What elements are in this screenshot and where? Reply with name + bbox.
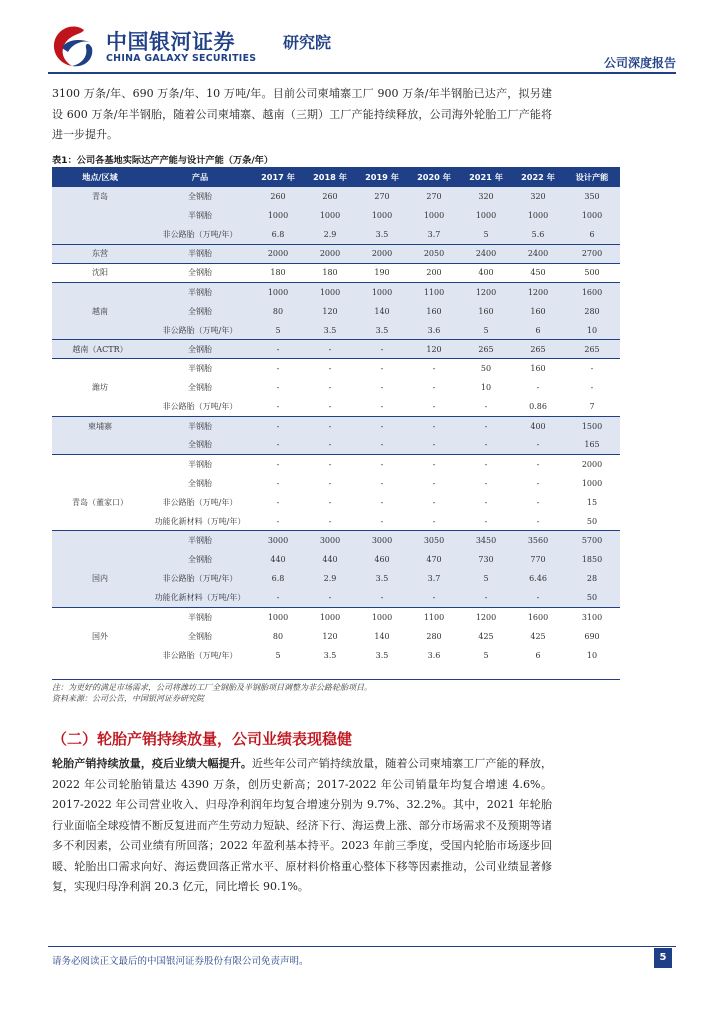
product-cell: 全钢胎 <box>148 435 252 454</box>
value-cell: - <box>356 435 408 454</box>
region-cell <box>52 550 148 569</box>
value-cell: 1200 <box>512 283 564 302</box>
region-cell <box>52 455 148 474</box>
table-row <box>52 397 620 416</box>
table-row <box>52 359 620 378</box>
value-cell: 425 <box>530 631 546 641</box>
value-cell: 3.6 <box>408 321 460 340</box>
value-cell: 1000 <box>252 206 304 225</box>
region-cell: 国外 <box>92 631 108 641</box>
value-cell: 1600 <box>564 283 620 302</box>
region-cell <box>52 225 148 244</box>
product-cell: 半钢胎 <box>188 364 212 374</box>
value-cell: 3000 <box>356 531 408 550</box>
product-cell: 非公路胎（万吨/年） <box>162 497 238 507</box>
value-cell: 1200 <box>460 283 512 302</box>
value-cell: 770 <box>512 550 564 569</box>
col-header: 2022 年 <box>512 167 564 187</box>
capacity-table <box>52 167 620 665</box>
value-cell: 1000 <box>356 283 408 302</box>
value-cell: - <box>432 497 436 507</box>
product-cell: 全钢胎 <box>148 550 252 569</box>
product-cell: 半钢胎 <box>148 416 252 435</box>
table-row <box>52 646 620 665</box>
value-cell: 440 <box>252 550 304 569</box>
value-cell: 320 <box>512 187 564 206</box>
table-header-row <box>52 167 620 187</box>
section-paragraph <box>52 754 552 898</box>
value-cell: - <box>304 416 356 435</box>
product-cell: 功能化新材料（万吨/年） <box>148 512 252 531</box>
value-cell: - <box>356 588 408 607</box>
value-cell: 120 <box>322 631 338 641</box>
region-cell <box>52 512 148 531</box>
table-row <box>52 607 620 626</box>
table-row <box>52 474 620 493</box>
value-cell: 6 <box>512 321 564 340</box>
value-cell: 3.5 <box>323 650 337 660</box>
value-cell: 5 <box>460 321 512 340</box>
value-cell: - <box>328 364 332 374</box>
value-cell: 2000 <box>304 244 356 263</box>
value-cell: - <box>252 340 304 359</box>
col-header: 地点/区域 <box>52 167 148 187</box>
value-cell: - <box>460 512 512 531</box>
value-cell: 15 <box>586 497 598 507</box>
value-cell: 1000 <box>356 206 408 225</box>
table-row <box>52 283 620 302</box>
region-cell <box>52 607 148 626</box>
value-cell: - <box>536 459 540 469</box>
value-cell: 260 <box>304 187 356 206</box>
value-cell: - <box>304 588 356 607</box>
value-cell: - <box>304 512 356 531</box>
value-cell: 470 <box>408 550 460 569</box>
value-cell: 260 <box>252 187 304 206</box>
value-cell: - <box>484 478 488 488</box>
product-cell: 非公路胎（万吨/年） <box>148 397 252 416</box>
value-cell: 1000 <box>564 206 620 225</box>
value-cell: 5 <box>252 321 304 340</box>
value-cell: - <box>460 588 512 607</box>
value-cell: 450 <box>512 263 564 282</box>
value-cell: 460 <box>356 550 408 569</box>
value-cell: - <box>590 364 594 374</box>
value-cell: - <box>276 478 280 488</box>
value-cell: - <box>304 340 356 359</box>
value-cell: 1000 <box>252 283 304 302</box>
table-title: 表1：公司各基地实际达产产能与设计产能（万条/年） <box>52 155 274 166</box>
value-cell: 425 <box>478 631 494 641</box>
value-cell: 5 <box>275 650 281 660</box>
value-cell: 2050 <box>408 244 460 263</box>
table-row <box>52 187 620 206</box>
value-cell: - <box>432 383 436 393</box>
value-cell: - <box>252 397 304 416</box>
value-cell: 1000 <box>408 206 460 225</box>
value-cell: 28 <box>564 569 620 588</box>
product-cell: 非公路胎（万吨/年） <box>162 650 238 660</box>
region-cell <box>52 646 148 665</box>
value-cell: - <box>484 497 488 507</box>
value-cell: 190 <box>356 263 408 282</box>
value-cell: - <box>512 435 564 454</box>
value-cell: 160 <box>530 364 546 374</box>
intro-paragraph: 3100 万条/年、690 万条/年、10 万吨/年。目前公司柬埔寨工厂 900 万条/年半钢胎已达产，拟另建设 600 万条/年半钢胎，随着公司柬埔寨、越南（三期）工厂产能持续释放，公司海外轮胎工厂产能将进一步提升。 <box>52 87 552 141</box>
value-cell: 6.8 <box>252 225 304 244</box>
value-cell: 5700 <box>564 531 620 550</box>
value-cell: 1600 <box>527 612 549 622</box>
value-cell: - <box>590 383 594 393</box>
table-row <box>52 263 620 282</box>
value-cell: 165 <box>564 435 620 454</box>
value-cell: 200 <box>408 263 460 282</box>
value-cell: - <box>328 497 332 507</box>
table-bottom-rule <box>52 679 620 680</box>
region-cell: 国内 <box>52 569 148 588</box>
value-cell: 0.86 <box>512 397 564 416</box>
value-cell: 7 <box>564 397 620 416</box>
value-cell: - <box>380 478 384 488</box>
product-cell: 半钢胎 <box>148 244 252 263</box>
table-row <box>52 550 620 569</box>
region-cell: 东营 <box>52 244 148 263</box>
value-cell: - <box>460 416 512 435</box>
product-cell: 半钢胎 <box>148 531 252 550</box>
table-row <box>52 627 620 646</box>
value-cell: 1000 <box>371 612 393 622</box>
value-cell: - <box>252 435 304 454</box>
value-cell: 3.5 <box>356 321 408 340</box>
value-cell: 3.5 <box>356 569 408 588</box>
value-cell: - <box>460 435 512 454</box>
value-cell: 270 <box>356 187 408 206</box>
value-cell: 2.9 <box>304 569 356 588</box>
value-cell: - <box>432 478 436 488</box>
value-cell: 3560 <box>512 531 564 550</box>
value-cell: 5 <box>460 569 512 588</box>
value-cell: - <box>276 459 280 469</box>
section-lead: 轮胎产销持续放量，疫后业绩大幅提升。 <box>52 757 253 770</box>
value-cell: 3.6 <box>427 650 441 660</box>
table-row <box>52 569 620 588</box>
value-cell: 80 <box>272 631 284 641</box>
value-cell: 3000 <box>252 531 304 550</box>
value-cell: - <box>460 397 512 416</box>
table-row <box>52 416 620 435</box>
value-cell: 6 <box>535 650 541 660</box>
product-cell: 全钢胎 <box>188 383 212 393</box>
col-header: 2019 年 <box>356 167 408 187</box>
value-cell: - <box>356 397 408 416</box>
table-source: 资料来源：公司公告，中国银河证券研究院 <box>52 694 204 703</box>
value-cell: - <box>304 435 356 454</box>
value-cell: 1000 <box>319 612 341 622</box>
value-cell: - <box>536 497 540 507</box>
value-cell: - <box>512 512 564 531</box>
value-cell: 1000 <box>304 206 356 225</box>
value-cell: - <box>408 416 460 435</box>
value-cell: - <box>252 588 304 607</box>
value-cell: - <box>380 497 384 507</box>
table-row <box>52 512 620 531</box>
value-cell: 3050 <box>408 531 460 550</box>
value-cell: - <box>252 512 304 531</box>
col-header: 设计产能 <box>564 167 620 187</box>
product-cell: 全钢胎 <box>148 187 252 206</box>
product-cell: 全钢胎 <box>148 340 252 359</box>
value-cell: 1850 <box>564 550 620 569</box>
value-cell: 5 <box>460 225 512 244</box>
region-cell <box>52 359 148 378</box>
value-cell: 1100 <box>408 283 460 302</box>
section-heading: （二）轮胎产销持续放量，公司业绩表现稳健 <box>52 730 353 748</box>
value-cell: - <box>276 364 280 374</box>
region-cell <box>52 435 148 454</box>
section-body: 近些年公司产销持续放量，随着公司柬埔寨工厂产能的释放，2022 年公司轮胎销量达 4390 万条，创历史新高；2017-2022 年公司销量年均复合增速 4.6%。2017-2022 年公司营业收入、归母净利润年均复合增速分别为 9.7%、32.2%。其中，2021 年轮胎行业面临全球疫情不断反复进而产生劳动力短缺、经济下行、海运费上涨、部分市场需求不及预期等诸多不利因素，公司业绩有所回落；2022 年盈利基本持平。2023 年前三季度，受国内轮胎市场逐步回暖、轮胎出口需求向好、海运费回落正常水平、原材料价格重心整体下移等因素推动，公司业绩显著修复，实现归母净利润 20.3 亿元，同比增长 90.1%。 <box>52 757 552 893</box>
table-row <box>52 378 620 397</box>
value-cell: - <box>380 383 384 393</box>
value-cell: 3.7 <box>408 569 460 588</box>
value-cell: - <box>432 459 436 469</box>
value-cell: 690 <box>584 631 600 641</box>
table-row <box>52 206 620 225</box>
value-cell: 2000 <box>252 244 304 263</box>
value-cell: - <box>484 459 488 469</box>
value-cell: 1000 <box>304 283 356 302</box>
value-cell: 160 <box>512 302 564 321</box>
value-cell: 280 <box>426 631 442 641</box>
value-cell: 3.5 <box>304 321 356 340</box>
footer-divider <box>48 946 676 947</box>
value-cell: - <box>536 478 540 488</box>
region-cell <box>52 397 148 416</box>
value-cell: 5.6 <box>512 225 564 244</box>
region-cell: 沈阳 <box>52 263 148 282</box>
region-cell <box>52 474 148 493</box>
value-cell: 160 <box>408 302 460 321</box>
value-cell: 50 <box>564 512 620 531</box>
value-cell: 5 <box>483 650 489 660</box>
value-cell: 3.5 <box>375 650 389 660</box>
region-cell: 柬埔寨 <box>52 416 148 435</box>
value-cell: 400 <box>460 263 512 282</box>
value-cell: 10 <box>480 383 492 393</box>
value-cell: 10 <box>564 321 620 340</box>
region-cell <box>52 321 148 340</box>
value-cell: - <box>328 478 332 488</box>
value-cell: 440 <box>304 550 356 569</box>
value-cell: - <box>408 588 460 607</box>
region-cell <box>52 588 148 607</box>
logo-english-name: CHINA GALAXY SECURITIES <box>106 53 257 64</box>
value-cell: 1000 <box>512 206 564 225</box>
value-cell: 270 <box>408 187 460 206</box>
value-cell: 160 <box>460 302 512 321</box>
value-cell: 265 <box>512 340 564 359</box>
value-cell: 180 <box>252 263 304 282</box>
report-type: 公司深度报告 <box>603 56 676 70</box>
value-cell: - <box>380 364 384 374</box>
value-cell: 1000 <box>267 612 289 622</box>
region-cell: 越南（ACTR） <box>52 340 148 359</box>
product-cell: 非公路胎（万吨/年） <box>148 321 252 340</box>
value-cell: 180 <box>304 263 356 282</box>
value-cell: - <box>252 416 304 435</box>
value-cell: 1200 <box>475 612 497 622</box>
value-cell: - <box>408 397 460 416</box>
value-cell: 1000 <box>460 206 512 225</box>
product-cell: 半钢胎 <box>148 283 252 302</box>
value-cell: 1500 <box>564 416 620 435</box>
value-cell: 2400 <box>512 244 564 263</box>
value-cell: 1000 <box>581 478 603 488</box>
table-row <box>52 435 620 454</box>
product-cell: 全钢胎 <box>148 302 252 321</box>
value-cell: 3100 <box>581 612 603 622</box>
region-cell: 越南 <box>52 302 148 321</box>
value-cell: - <box>432 364 436 374</box>
value-cell: 2700 <box>564 244 620 263</box>
value-cell: - <box>356 512 408 531</box>
value-cell: 6.8 <box>252 569 304 588</box>
value-cell: 50 <box>480 364 492 374</box>
value-cell: 320 <box>460 187 512 206</box>
product-cell: 非公路胎（万吨/年） <box>148 225 252 244</box>
value-cell: 140 <box>374 631 390 641</box>
value-cell: - <box>356 416 408 435</box>
table-row <box>52 531 620 550</box>
table-body <box>52 187 620 665</box>
page-header <box>48 22 676 72</box>
col-header: 2021 年 <box>460 167 512 187</box>
value-cell: 6 <box>564 225 620 244</box>
header-divider <box>48 72 676 74</box>
value-cell: 1100 <box>423 612 445 622</box>
value-cell: 50 <box>564 588 620 607</box>
region-cell: 潍坊 <box>92 383 108 393</box>
table-row <box>52 225 620 244</box>
region-cell <box>52 531 148 550</box>
value-cell: - <box>380 459 384 469</box>
region-cell: 青岛 <box>52 187 148 206</box>
product-cell: 功能化新材料（万吨/年） <box>148 588 252 607</box>
product-cell: 半钢胎 <box>148 206 252 225</box>
product-cell: 半钢胎 <box>188 459 212 469</box>
value-cell: - <box>536 383 540 393</box>
value-cell: - <box>408 435 460 454</box>
col-header: 2017 年 <box>252 167 304 187</box>
value-cell: - <box>276 497 280 507</box>
value-cell: 120 <box>304 302 356 321</box>
value-cell: 2.9 <box>304 225 356 244</box>
product-cell: 全钢胎 <box>188 631 212 641</box>
value-cell: - <box>512 588 564 607</box>
value-cell: 730 <box>460 550 512 569</box>
value-cell: 10 <box>586 650 598 660</box>
col-header: 2020 年 <box>408 167 460 187</box>
product-cell: 全钢胎 <box>188 478 212 488</box>
value-cell: 3.5 <box>356 225 408 244</box>
value-cell: 140 <box>356 302 408 321</box>
value-cell: - <box>276 383 280 393</box>
value-cell: 500 <box>564 263 620 282</box>
table-row <box>52 302 620 321</box>
value-cell: - <box>304 397 356 416</box>
region-cell <box>52 283 148 302</box>
logo-chinese-name: 中国银河证券 <box>106 30 235 54</box>
value-cell: 2000 <box>581 459 603 469</box>
table-row <box>52 493 620 512</box>
value-cell: 265 <box>564 340 620 359</box>
value-cell: 6.46 <box>512 569 564 588</box>
institute-name: 研究院 <box>283 33 332 52</box>
table-row <box>52 588 620 607</box>
product-cell: 半钢胎 <box>188 612 212 622</box>
product-cell: 全钢胎 <box>148 263 252 282</box>
col-header: 产品 <box>148 167 252 187</box>
value-cell: 3450 <box>460 531 512 550</box>
value-cell: - <box>328 383 332 393</box>
value-cell: 80 <box>252 302 304 321</box>
value-cell: 400 <box>512 416 564 435</box>
table-row <box>52 244 620 263</box>
value-cell: - <box>328 459 332 469</box>
page-number: 5 <box>654 948 672 968</box>
table-row <box>52 321 620 340</box>
value-cell: - <box>408 512 460 531</box>
value-cell: 350 <box>564 187 620 206</box>
value-cell: 265 <box>460 340 512 359</box>
table-row <box>52 455 620 474</box>
value-cell: 3000 <box>304 531 356 550</box>
galaxy-logo-icon <box>50 24 96 68</box>
value-cell: 2400 <box>460 244 512 263</box>
value-cell: 2000 <box>356 244 408 263</box>
region-cell <box>52 206 148 225</box>
product-cell: 非公路胎（万吨/年） <box>148 569 252 588</box>
value-cell: 280 <box>564 302 620 321</box>
value-cell: - <box>356 340 408 359</box>
region-cell: 青岛（董家口） <box>72 497 128 507</box>
footer-disclaimer: 请务必阅读正文最后的中国银河证券股份有限公司免责声明。 <box>52 956 309 967</box>
col-header: 2018 年 <box>304 167 356 187</box>
table-note: 注：为更好的满足市场需求，公司将潍坊工厂全钢胎及半钢胎项目调整为非公路轮胎项目。 <box>52 683 372 692</box>
table-row <box>52 340 620 359</box>
value-cell: 3.7 <box>408 225 460 244</box>
value-cell: 120 <box>408 340 460 359</box>
